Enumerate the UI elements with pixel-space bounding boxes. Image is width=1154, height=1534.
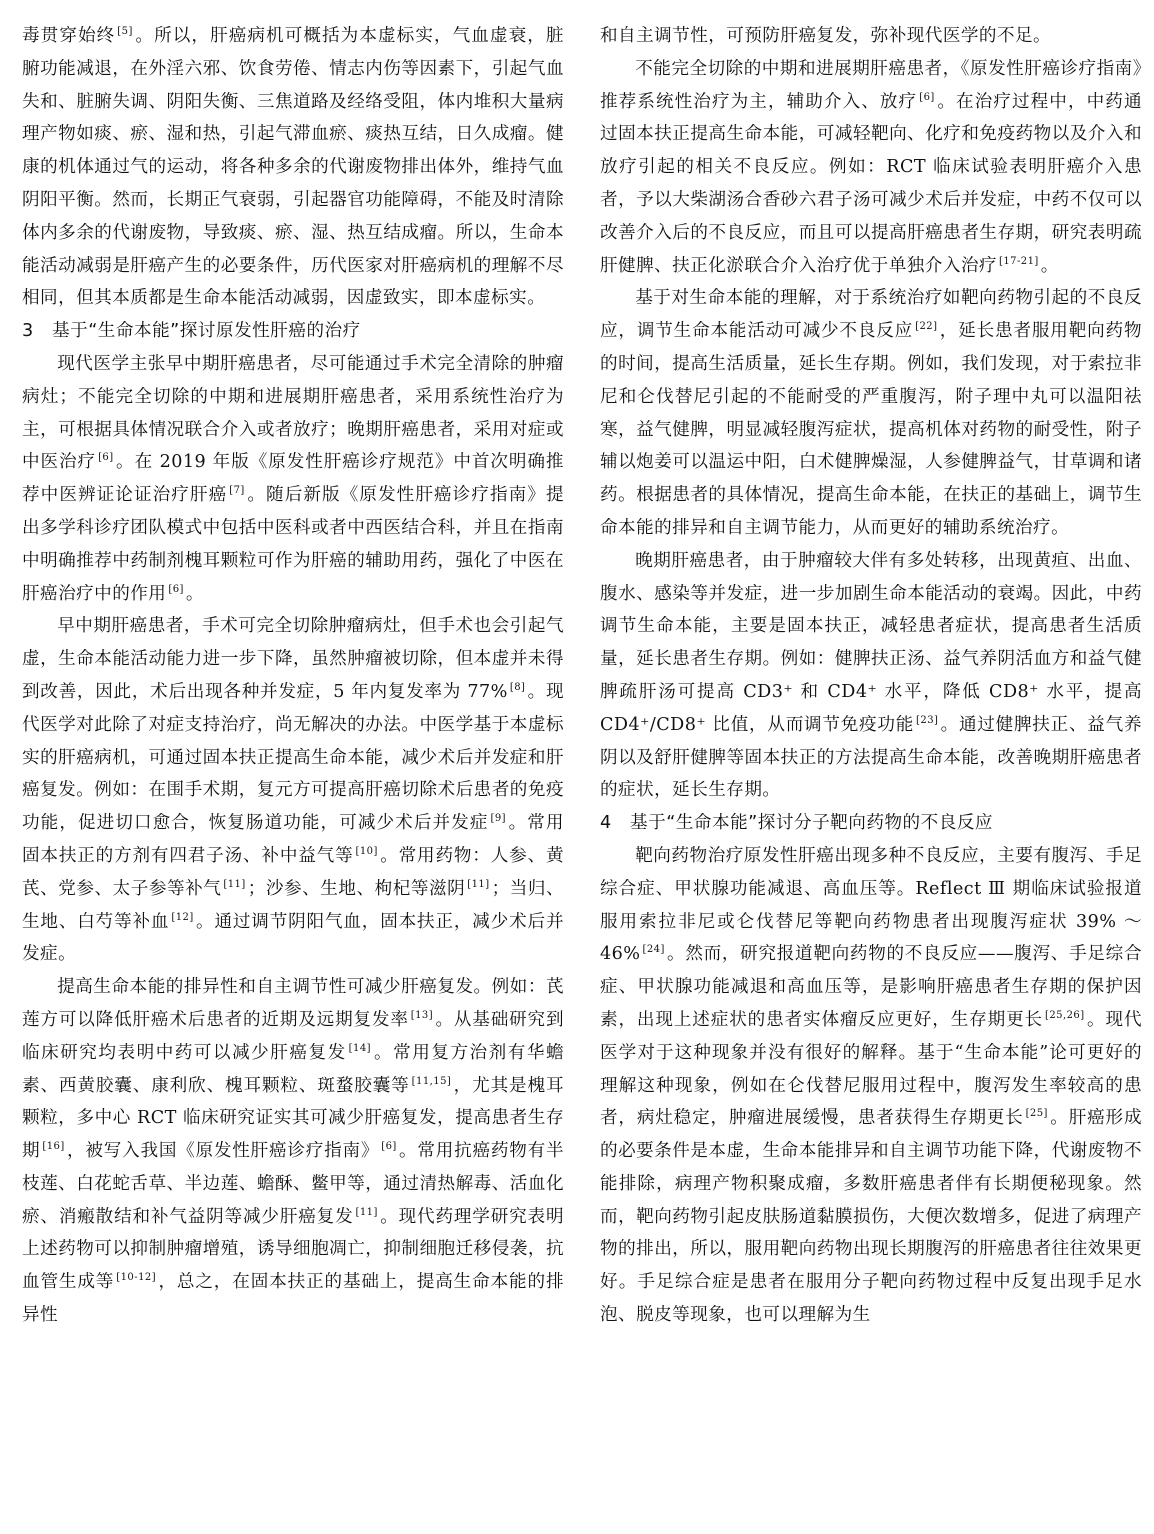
text-run: 。常用抗癌药物有半枝莲、白花蛇舌草、半边莲、蟾酥、鳖甲等，通过清热解毒、活血化瘀、消瘢散结和补气益阴等减少肝癌复发 <box>22 1141 565 1227</box>
citation-ref: [24] <box>642 944 665 956</box>
text-run: 。所以，肝癌病机可概括为本虚标实，气血虚衰，脏腑功能减退，在外淫六邪、饮食劳倦、情志内伤等因素下，引起气血失和、脏腑失调、阴阳失衡、三焦道路及经络受阻，体内堆积大量病理产物如痰、瘀、湿和热，引起气滞血瘀、痰热互结，日久成瘤。健康的机体通过气的运动，将各种多余的代谢废物排出体外，维持气血阴阳平衡。然而，长期正气衰弱，引起器官功能障碍，不能及时清除体内多余的代谢废物，导致痰、瘀、湿、热互结成瘤。所以，生命本能活动减弱是肝癌产生的必要条件，历代医家对肝癌病机的理解不尽相同，但其本质都是生命本能活动减弱，因虚致实，即本虚标实。 <box>22 26 564 309</box>
text-run: 。常用复方治剂有华蟾素、西黄胶囊、康利欣、槐耳颗粒、斑蝥胶囊等 <box>22 1042 564 1096</box>
text-run: 。然而，研究报道靶向药物的不良反应——腹泻、手足综合症、甲状腺功能减退和高血压等，是影响肝癌患者生存期的保护因素，出现上述症状的患者实体瘤反应更好，生存期更长 <box>600 944 1142 1030</box>
citation-ref: [6] <box>919 91 935 103</box>
text-run: ，总之，在固本扶正的基础上，提高生命本能的排异性 <box>22 1272 564 1326</box>
text-run: 。从基础研究到临床研究均表明中药可以减少肝癌复发 <box>22 1009 564 1063</box>
text-run: 。肝癌形成的必要条件是本虚，生命本能排异和自主调节功能下降，代谢废物不能排除，病理产物积聚成瘤，多数肝癌患者伴有长期便秘现象。然而，靶向药物引起皮肤肠道黏膜损伤，大便次数增多，促进了病理产物的排出，所以，服用靶向药物出现长期腹泻的肝癌患者往往效果更好。手足综合症是患者在服用分子靶向药物过程中反复出现手足水泡、脱皮等现象，也可以理解为生 <box>600 1108 1142 1326</box>
citation-ref: [23] <box>916 714 939 726</box>
citation-ref: [10-12] <box>116 1272 157 1284</box>
text-run: 。随后新版《原发性肝癌诊疗指南》提出多学科诊疗团队模式中包括中医科或者中西医结合科，并且在指南中明确推荐中药制剂槐耳颗粒可作为肝癌的辅助用药，强化了中医在肝癌治疗中的作用 <box>22 485 565 604</box>
right-column <box>600 20 1142 1332</box>
paragraph <box>22 971 564 1332</box>
text-run: 提高生命本能的排异性和自主调节性可减少肝癌复发。例如：芪莲方可以降低肝癌术后患者的近期及远期复发率 <box>22 977 564 1030</box>
paragraph <box>600 53 1142 283</box>
paragraph <box>600 545 1142 807</box>
citation-ref: [17-21] <box>998 255 1039 267</box>
text-run: 。在治疗过程中，中药通过固本扶正提高生命本能，可减轻靶向、化疗和免疫药物以及介入和放疗引起的相关不良反应。例如：RCT 临床试验表明肝癌介入患者，予以大柴湖汤合香砂六君子汤可减少术后并发症，中药不仅可以改善介入后的不良反应，而且可以提高肝癌患者生存期，研究表明疏肝健脾、扶正化淤联合介入治疗优于单独介入治疗 <box>600 91 1142 276</box>
citation-ref: [5] <box>117 26 133 37</box>
citation-ref: [11] <box>467 878 490 890</box>
citation-ref: [10] <box>355 845 378 857</box>
citation-ref: [12] <box>171 911 194 923</box>
citation-ref: [25,26] <box>1045 1009 1085 1021</box>
text-run: 。现代药理学研究表明上述药物可以抑制肿瘤增殖，诱导细胞凋亡，抑制细胞迁移侵袭，抗血管生成等 <box>22 1206 564 1293</box>
citation-ref: [9] <box>490 813 506 825</box>
text-run: 晚期肝癌患者，由于肿瘤较大伴有多处转移，出现黄疸、出血、腹水、感染等并发症，进一步加剧生命本能活动的衰竭。因此，中药调节生命本能，主要是固本扶正，减轻患者症状，提高患者生活质量，延长患者生存期。例如：健脾扶正汤、益气养阴活血方和益气健脾疏肝汤可提高 CD3⁺ 和 CD4⁺ 水平，降低 CD8⁺ 水平，提高 CD4⁺/CD8⁺ 比值，从而调节免疫功能 <box>600 550 1142 735</box>
section-title: 基于“生命本能”探讨原发性肝癌的治疗 <box>52 321 361 342</box>
text-run: 。常用固本扶正的方剂有四君子汤、补中益气等 <box>22 813 564 866</box>
citation-ref: [16] <box>42 1141 65 1153</box>
citation-ref: [8] <box>509 681 526 693</box>
paragraph <box>22 610 564 971</box>
text-run: 。通过健脾扶正、益气养阴以及舒肝健脾等固本扶正的方法提高生命本能，改善晚期肝癌患者的症状，延长生存期。 <box>600 714 1142 801</box>
text-run: 。 <box>185 583 204 604</box>
section-number: 3 <box>22 321 34 342</box>
text-run: 和自主调节性，可预防肝癌复发，弥补现代医学的不足。 <box>600 26 1052 46</box>
left-column <box>22 20 564 1332</box>
text-run: 早中期肝癌患者，手术可完全切除肿瘤病灶，但手术也会引起气虚，生命本能活动能力进一步下降，虽然肿瘤被切除，但本虚并未得到改善，因此，术后出现各种并发症，5 年内复发率为 77% <box>22 616 564 702</box>
paragraph <box>600 20 1142 53</box>
text-run: 。通过调节阴阳气血，固本扶正，减少术后并发症。 <box>22 911 564 965</box>
text-run: 。在 2019 年版《原发性肝癌诊疗规范》中首次明确推荐中医辨证论证治疗肝癌 <box>22 452 564 506</box>
paragraph <box>600 840 1142 1332</box>
section-heading-3 <box>22 315 564 348</box>
text-run: ，被写入我国《原发性肝癌诊疗指南》 <box>66 1141 380 1162</box>
section-title: 基于“生命本能”探讨分子靶向药物的不良反应 <box>630 813 994 834</box>
paragraph <box>22 20 564 315</box>
text-run: 现代医学主张早中期肝癌患者，尽可能通过手术完全清除的肿瘤病灶；不能完全切除的中期和进展期肝癌患者，采用系统性治疗为主，可根据具体情况联合介入或者放疗；晚期肝癌患者，采用对症或中医治疗 <box>22 353 564 473</box>
text-run: 毒贯穿始终 <box>22 26 116 46</box>
text-run: 。 <box>1040 255 1059 276</box>
section-heading-4 <box>600 807 1142 840</box>
text-run: 不能完全切除的中期和进展期肝癌患者，《原发性肝癌诊疗指南》推荐系统性治疗为主，辅助介入、放疗 <box>600 58 1142 112</box>
citation-ref: [11] <box>355 1206 378 1218</box>
text-run: 。现代医学对于这种现象并没有很好的解释。基于“生命本能”论可更好的理解这种现象，例如在仑伐替尼服用过程中，腹泻发生率较高的患者，病灶稳定，肿瘤进展缓慢，患者获得生存期更长 <box>600 1009 1142 1129</box>
citation-ref: [14] <box>348 1042 371 1054</box>
citation-ref: [13] <box>410 1009 434 1021</box>
text-run: ，尤其是槐耳颗粒，多中心 RCT 临床研究证实其可减少肝癌复发，提高患者生存期 <box>22 1075 565 1162</box>
text-run: ，延长患者服用靶向药物的时间，提高生活质量，延长生存期。例如，我们发现，对于索拉非尼和仑伐替尼引起的不能耐受的严重腹泻，附子理中丸可以温阳祛寒，益气健脾，明显减轻腹泻症状，提高机体对药物的耐受性，附子辅以炮姜可以温运中阳，白术健脾燥湿，人参健脾益气，甘草调和诸药。根据患者的具体情况，提高生命本能，在扶正的基础上，调节生命本能的排异和自主调节能力，从而更好的辅助系统治疗。 <box>600 321 1143 538</box>
citation-ref: [25] <box>1025 1108 1048 1120</box>
text-run: 。现代医学对此除了对症支持治疗，尚无解决的办法。中医学基于本虚标实的肝癌病机，可通过固本扶正提高生命本能，减少术后并发症和肝癌复发。例如：在围手术期，复元方可提高肝癌切除术后患者的免疫功能，促进切口愈合，恢复肠道功能，可减少术后并发症 <box>22 681 564 834</box>
citation-ref: [22] <box>915 321 938 333</box>
text-run: 基于对生命本能的理解，对于系统治疗如靶向药物引起的不良反应，调节生命本能活动可减少不良反应 <box>600 288 1142 342</box>
citation-ref: [11,15] <box>411 1075 452 1087</box>
text-run: 。常用药物：人参、黄芪、党参、太子参等补气 <box>22 845 564 899</box>
paragraph <box>600 282 1142 544</box>
citation-ref: [6] <box>98 452 114 464</box>
section-number: 4 <box>600 813 612 834</box>
text-run: ；当归、生地、白芍等补血 <box>22 878 564 932</box>
citation-ref: [6] <box>168 583 184 595</box>
citation-ref: [6] <box>381 1141 397 1153</box>
text-run: 靶向药物治疗原发性肝癌出现多种不良反应，主要有腹泻、手足综合症、甲状腺功能减退、高血压等。Reflect Ⅲ 期临床试验报道服用索拉非尼或仑伐替尼等靶向药物患者出现腹泻症状 39% ～46% <box>600 845 1142 965</box>
paragraph <box>22 348 564 610</box>
citation-ref: [11] <box>223 878 246 890</box>
citation-ref: [7] <box>229 485 245 497</box>
text-run: ；沙参、生地、枸杞等滋阴 <box>247 878 466 899</box>
